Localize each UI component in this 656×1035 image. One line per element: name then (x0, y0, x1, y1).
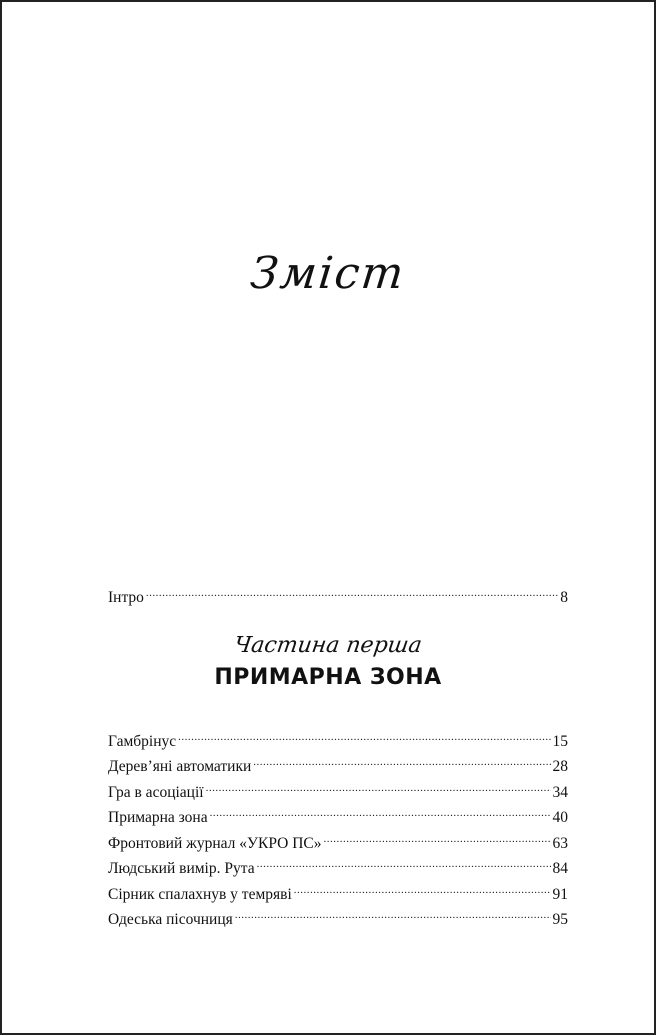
toc-entry[interactable] (108, 720, 568, 750)
dot-leader (235, 899, 551, 925)
toc-entry-page: 91 (552, 885, 568, 903)
toc-chapters (108, 720, 568, 928)
part-subtitle: Частина перша (232, 633, 424, 658)
dot-leader (294, 873, 551, 899)
part-title: ПРИМАРНА ЗОНА (214, 665, 442, 690)
dot-leader (146, 576, 558, 602)
toc-entry-label: Одеська пісочниця (108, 911, 233, 928)
dot-leader (206, 771, 551, 797)
toc-entry[interactable] (108, 746, 568, 775)
dot-leader (324, 822, 551, 848)
toc-entry-label: Сірник спалахнув у темряві (108, 885, 292, 903)
toc-intro (108, 576, 568, 606)
toc-entry-intro[interactable] (108, 576, 568, 606)
toc-entry-label: Фронтовий журнал «УКРО ПС» (108, 834, 322, 852)
dot-leader (178, 720, 550, 746)
toc-entry-label: Гамбрінус (108, 732, 177, 750)
toc-entry-page: 84 (552, 860, 568, 877)
dot-leader (253, 746, 550, 772)
toc-entry-label: Інтро (108, 588, 144, 606)
toc-entry-page: 15 (552, 732, 568, 750)
dot-leader (257, 848, 551, 874)
toc-entry-label: Гра в асоціації (108, 783, 204, 801)
toc-entry-page: 34 (552, 783, 568, 801)
page-border-left (0, 0, 2, 1035)
toc-entry-page: 28 (552, 758, 568, 775)
dot-leader (210, 797, 551, 823)
toc-entry-page: 8 (560, 588, 568, 606)
toc-entry-page: 40 (552, 809, 568, 826)
page-title: Зміст (248, 248, 408, 299)
page-border-top (0, 0, 656, 2)
toc-entry-label: Примарна зона (108, 809, 208, 826)
toc-entry-label: Людський вимір. Рута (108, 860, 255, 877)
toc-entry-label: Дерев’яні автоматики (108, 758, 252, 775)
toc-entry-page: 63 (552, 834, 568, 852)
toc-entry-page: 95 (552, 911, 568, 928)
